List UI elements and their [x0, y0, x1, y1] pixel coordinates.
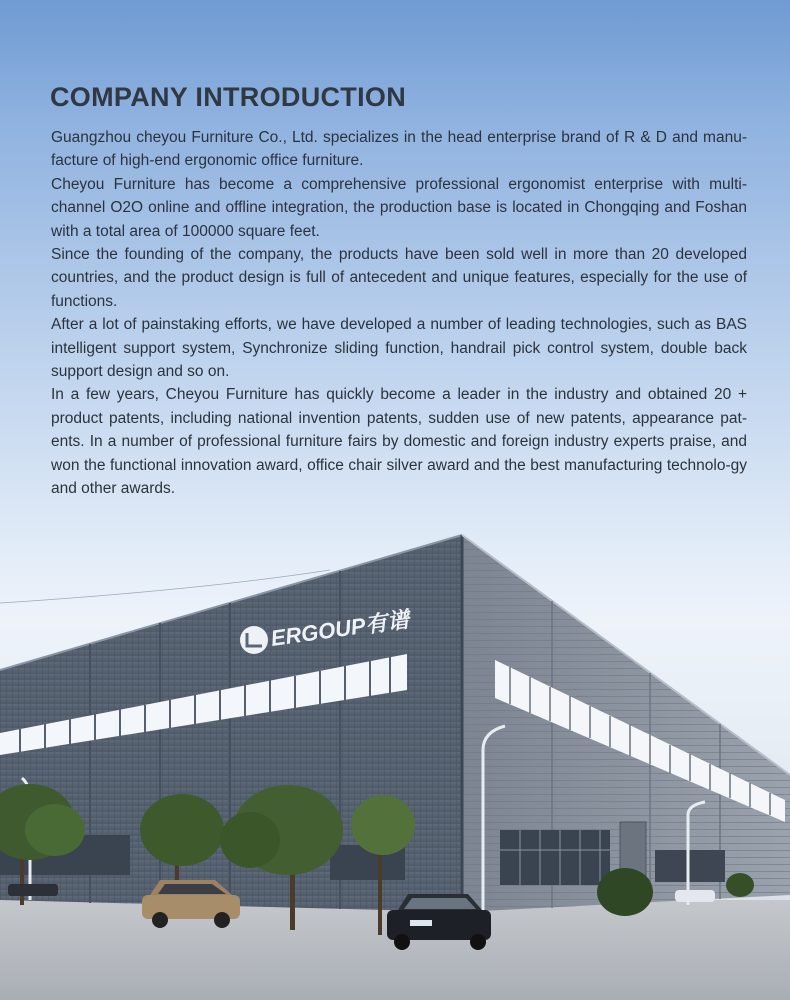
side-lower-windows: [500, 830, 610, 885]
side-lower-windows-far: [655, 850, 725, 882]
intro-paragraph: Guangzhou cheyou Furniture Co., Ltd. specializes in the head enterprise brand of R & D and manu-facture of high-end ergonomic office furniture.: [51, 129, 747, 170]
intro-text: [51, 126, 747, 501]
factory-photo: [0, 500, 790, 1000]
intro-paragraph: Cheyou Furniture has become a comprehensive professional ergonomist enterprise with multi-channel O2O online and offline integration, the production base is located in Chongqing and Foshan with a total area of 100000 square feet.: [51, 175, 747, 240]
intro-paragraph: Since the founding of the company, the products have been sold well in more than 20 developed countries, and the product design is full of antecedent and unique features, especially for the use of functions.: [51, 246, 747, 310]
intro-paragraph: After a lot of painstaking efforts, we have developed a number of leading technologies, such as BAS intelligent support system, Synchronize sliding function, handrail pick control system, double back support design and so on.: [51, 316, 747, 381]
building-sign-text: ERGOUP有谱: [269, 606, 411, 651]
intro-paragraph: In a few years, Cheyou Furniture has quickly become a leader in the industry and obtained 20 + product patents, including national invention patents, sudden use of new patents, appearance pat-ents. In a number of professional furniture fairs by domestic and foreign industry experts praise, and won the functional innovation award, office chair silver award and the best manufacturing technolo-gy and other awards.: [51, 386, 747, 498]
ergoup-logo-icon: [240, 626, 268, 654]
page-title: COMPANY INTRODUCTION: [50, 82, 406, 112]
